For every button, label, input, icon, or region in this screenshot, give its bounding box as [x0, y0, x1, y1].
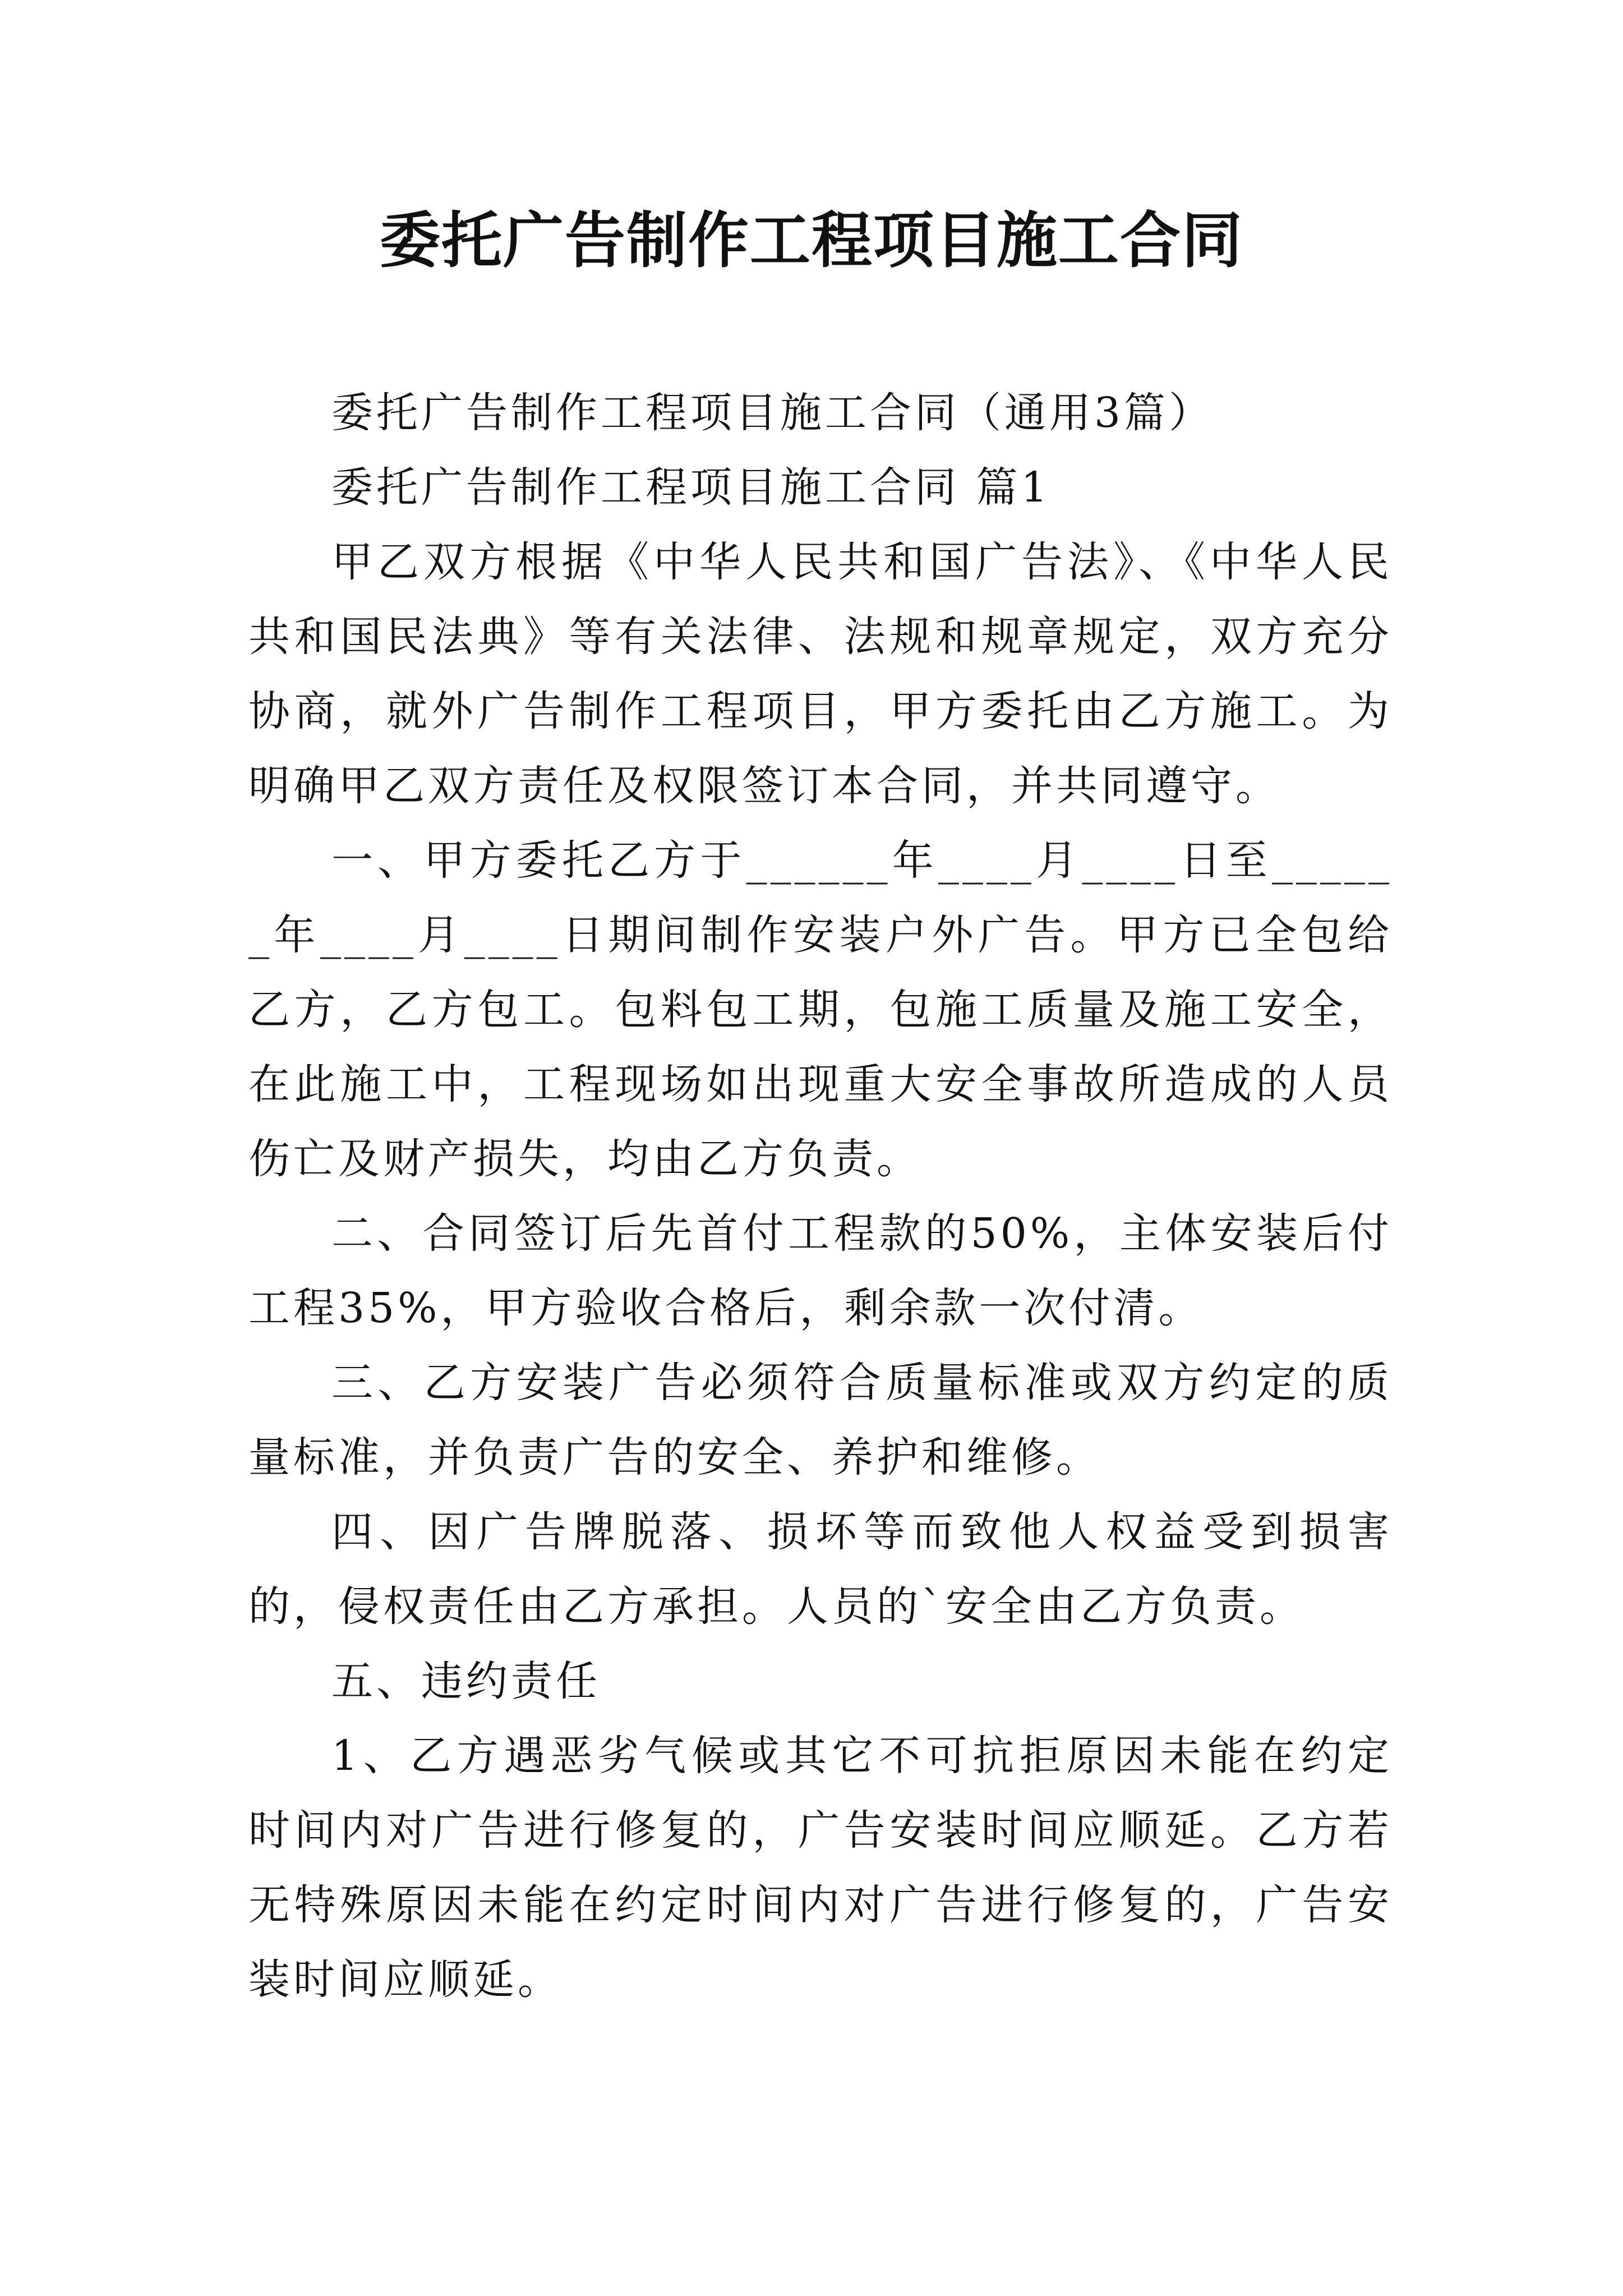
- paragraph-clause-3: 三、乙方安装广告必须符合质量标准或双方约定的质量标准，并负责广告的安全、养护和维修。: [248, 1359, 1393, 1481]
- paragraph-clause-5-item-1: 1、乙方遇恶劣气候或其它不可抗拒原因未能在约定时间内对广告进行修复的，广告安装时间应顺延。乙方若无特殊原因未能在约定时间内对广告进行修复的，广告安装时间应顺延。: [248, 1732, 1393, 2004]
- document-title: 委托广告制作工程项目施工合同: [379, 206, 1243, 276]
- paragraph-preamble: 甲乙双方根据《中华人民共和国广告法》、《中华人民共和国民法典》等有关法律、法规和规章规定，双方充分协商，就外广告制作工程项目，甲方委托由乙方施工。为明确甲乙双方责任及权限签订本合同，并共同遵守。: [248, 538, 1393, 810]
- paragraph-clause-2: 二、合同签订后先首付工程款的50%，主体安装后付工程35%，甲方验收合格后，剩余款一次付清。: [248, 1209, 1393, 1332]
- paragraph-clause-1: 一、甲方委托乙方于______年____月____日至______年____月____日期间制作安装户外广告。甲方已全包给乙方，乙方包工。包料包工期，包施工质量及施工安全，在此施工中，工程现场如出现重大安全事故所造成的人员伤亡及财产损失，均由乙方负责。: [248, 836, 1393, 1183]
- paragraph-clause-4: 四、因广告牌脱落、损坏等而致他人权益受到损害的，侵权责任由乙方承担。人员的`安全由乙方负责。: [248, 1508, 1393, 1631]
- document-body: [248, 376, 1393, 2017]
- paragraph-subtitle: 委托广告制作工程项目施工合同（通用3篇）: [331, 389, 1214, 437]
- paragraph-clause-5-heading: 五、违约责任: [331, 1657, 601, 1705]
- paragraph-section-heading: 委托广告制作工程项目施工合同 篇1: [331, 463, 1051, 512]
